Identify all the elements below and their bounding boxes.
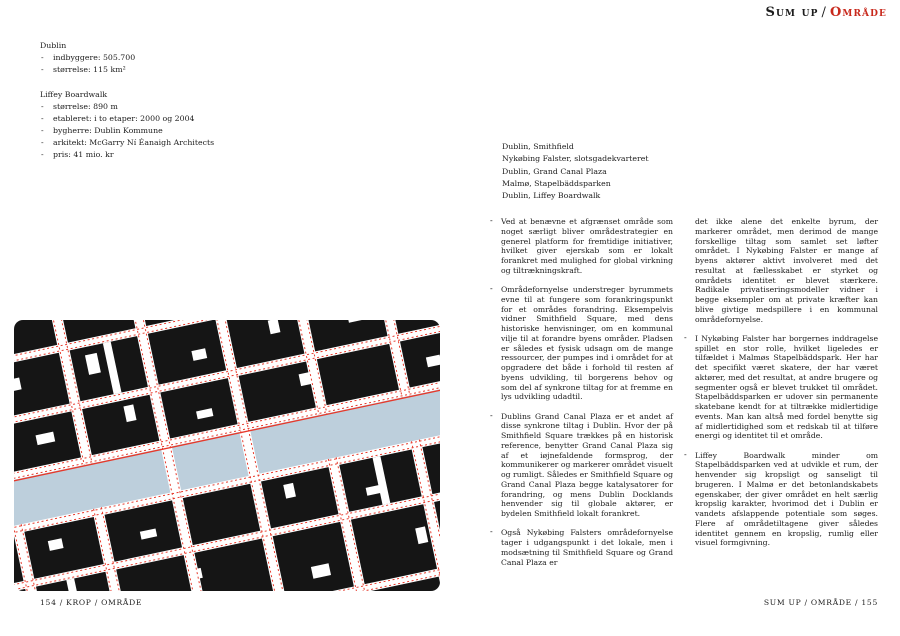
paragraph-text: Ved at benævne et afgrænset område som noget særligt bliver områdestrategier en generel platform for fremtidige initiativer, hvilket giver ejerskab som er lokalt forankret med mulighed for global virkning og tiltrækningskraft. [501,217,673,275]
case-list-item: Nykøbing Falster, slotsgadekvarteret [502,154,649,164]
dash-bullet: - [684,449,687,459]
column-left [490,216,673,577]
dash-bullet: - [490,410,493,420]
facts-group-liffey [40,89,320,161]
dash-bullet: - [41,102,44,111]
dash-bullet: - [684,332,687,342]
map-figure [14,320,440,591]
facts-group-dublin [40,40,320,76]
facts-item [40,101,320,113]
paragraph-text: det ikke alene det enkelte byrum, der markerer området, men derimod de mange forskellige tiltag som samlet set løfter området. I Nykøbing Falster er mange af byens aktører aktivt involveret med det resultat at fællesskabet er styrket og områdets identitet er blevet stærkere. Radikale privatiseringsmodeller vidner i begge eksempler om at private kræfter kan blive givtige medspillere i en kommunal områdefornyelse. [695,217,878,324]
footer-right-page: SUM UP / OMRÅDE / 155 [763,598,878,607]
facts-block [40,40,320,174]
paragraph-text: Liffey Boardwalk minder om Stapelbäddsparken ved at udvikle et rum, der henvender sig kropsligt og sanseligt til brugeren. I Malmø er det betonlandskabets egenskaber, der giver området en helt særlig kropslig karakter, hvorimod det i Dublin er vandets afslappende potentiale som søges. Flere af områdetiltagene giver således identitet gennem en kropslig, rumlig eller visuel formgivning. [695,450,878,548]
case-list-item: Malmø, Stapelbäddsparken [502,178,611,188]
facts-item-text: størrelse: 890 m [53,102,118,111]
dash-bullet: - [490,527,493,537]
facts-item [40,113,320,125]
facts-item-text: pris: 41 mio. kr [53,150,114,159]
paragraph [684,332,878,441]
header-section-label: Sum up [765,5,819,20]
facts-item [40,149,320,161]
header-chapter-label: Område [829,5,887,20]
facts-item-text: arkitekt: McGarry Ní Éanaigh Architects [53,138,215,147]
case-list-item: Dublin, Liffey Boardwalk [502,191,601,201]
paragraph-text: I Nykøbing Falster har borgernes inddragelse spillet en stor rolle, hvilket ligeledes er tilfældet i Malmøs Stapelbäddspark. Her har det specifikt været skatere, der har været aktører, med det resultat, at andre brugere og segmenter også er blevet trukket til området. Stapelbäddsparken er udover sin permanente skatebane kendt for at tiltrække midlertidige events. Man kan altså med fordel benytte sig af midlertidighed som et redskab til at tilføre energi og identitet til et område. [695,333,878,441]
paragraph [695,217,878,324]
case-list-item: Dublin, Smithfield [502,142,574,151]
dash-bullet: - [41,65,44,74]
facts-item [40,137,320,149]
facts-item-text: etableret: i to etaper: 2000 og 2004 [53,114,195,123]
running-header [766,5,887,20]
dash-bullet: - [41,126,44,135]
facts-item [40,64,320,76]
paragraph-text: Områdefornyelse understreger byrummets evne til at fungere som forankringspunkt for et områdes forandring. Eksempelvis vidner Smithfield Square, med dens historiske henvisninger, om en kommunal vilje til at forandre byens områder. Pladsen er således et fysisk udsagn om de mange ressourcer, der pumpes ind i området for at opgradere det både i forhold til resten af byens udvikling, til borgerens behov og som del af synkrone tiltag for at fremme en lys udvikling udadtil. [501,285,673,402]
facts-title: Dublin [40,41,67,50]
paragraph-text: Også Nykøbing Falsters områdefornyelse tager i udgangspunkt i det lokale, men i modsætning til Smithfield Square og Grand Canal Plaza er [501,528,673,567]
paragraph [490,527,673,567]
column-right [684,217,878,558]
facts-title: Liffey Boardwalk [40,90,108,99]
case-list-item: Dublin, Grand Canal Plaza [502,166,607,176]
dash-bullet: - [41,150,44,159]
facts-item-text: bygherre: Dublin Kommune [53,126,163,135]
paragraph [490,410,673,519]
facts-item [40,125,320,137]
dash-bullet: - [41,114,44,123]
dash-bullet: - [490,284,493,293]
facts-item-text: størrelse: 115 km² [53,65,126,74]
paragraph [490,216,673,276]
facts-item [40,52,320,64]
facts-item-text: indbyggere: 505.700 [53,53,136,62]
header-separator: / [821,5,827,20]
footer-left-page: 154 / KROP / OMRÅDE [40,598,143,607]
dash-bullet: - [41,53,44,62]
paragraph [684,449,878,549]
dash-bullet: - [490,216,493,225]
dash-bullet: - [41,138,44,147]
paragraph-text: Dublins Grand Canal Plaza er et andet af disse synkrone tiltag i Dublin. Hvor der på Smithfield Square trækkes på en historisk reference, benytter Grand Canal Plaza sig af et iøjnefaldende formsprog, der kommunikerer og markerer området visuelt og rumligt. Således er Smithfield Square og Grand Canal Plaza begge katalysatorer for forandring, og mens Dublin Docklands henvender sig til globale aktører, er bydelen Smithfield lokalt forankret. [501,411,673,518]
paragraph [490,284,673,402]
case-list [502,141,649,202]
